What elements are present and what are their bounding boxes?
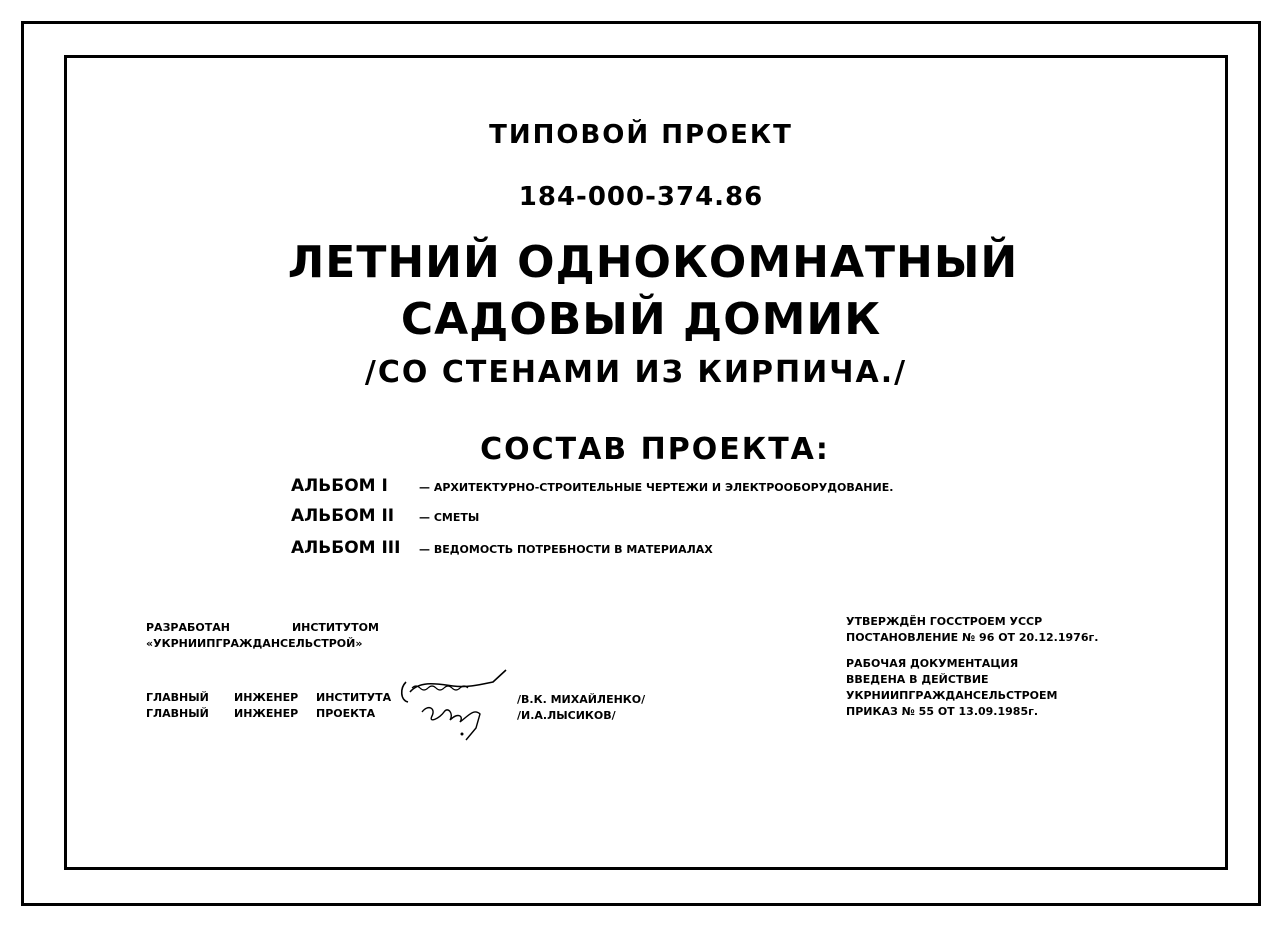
title-line-1: ЛЕТНИЙ ОДНОКОМНАТНЫЙ <box>287 237 1019 288</box>
role-word: ИНЖЕНЕР <box>234 707 299 720</box>
album-name: АЛЬБОМ III <box>291 538 401 558</box>
album-item <box>291 538 713 558</box>
role-word: ИНСТИТУТА <box>316 691 392 704</box>
engineers-block <box>146 690 391 722</box>
role-word: ГЛАВНЫЙ <box>146 707 209 720</box>
documentation-line: УКРНИИПГРАЖДАНСЕЛЬСТРОЕМ <box>846 689 1058 702</box>
handwritten-signatures <box>398 668 513 743</box>
role-word: ИНЖЕНЕР <box>234 691 299 704</box>
title-line-3: /СО СТЕНАМИ ИЗ КИРПИЧА./ <box>364 355 908 390</box>
album-item <box>291 476 893 496</box>
album-desc: — ВЕДОМОСТЬ ПОТРЕБНОСТИ В МАТЕРИАЛАХ <box>419 543 713 556</box>
documentation-block <box>846 656 1057 720</box>
developer-block <box>146 620 379 652</box>
signatory-name: /И.А.ЛЫСИКОВ/ <box>517 709 616 722</box>
documentation-line: ВВЕДЕНА В ДЕЙСТВИЕ <box>846 673 989 686</box>
role-word: ПРОЕКТА <box>316 707 376 720</box>
role-word: ГЛАВНЫЙ <box>146 691 209 704</box>
title-line-2: САДОВЫЙ ДОМИК <box>400 294 882 345</box>
project-number: 184-000-374.86 <box>518 182 764 212</box>
signatory-name: /В.К. МИХАЙЛЕНКО/ <box>517 693 646 706</box>
composition-heading: СОСТАВ ПРОЕКТА: <box>480 432 830 467</box>
album-desc: — АРХИТЕКТУРНО-СТРОИТЕЛЬНЫЕ ЧЕРТЕЖИ И ЭЛЕКТРООБОРУДОВАНИЕ. <box>419 481 894 494</box>
album-desc: — СМЕТЫ <box>419 511 480 524</box>
documentation-line: ПРИКАЗ № 55 ОТ 13.09.1985г. <box>846 705 1039 718</box>
approval-block <box>846 614 1098 646</box>
album-name: АЛЬБОМ II <box>291 506 395 526</box>
approval-line: ПОСТАНОВЛЕНИЕ № 96 ОТ 20.12.1976г. <box>846 631 1099 644</box>
project-type: ТИПОВОЙ ПРОЕКТ <box>489 120 793 150</box>
album-item <box>291 506 479 526</box>
developer-institute: «УКРНИИПГРАЖДАНСЕЛЬСТРОЙ» <box>146 637 363 650</box>
developer-label-2: ИНСТИТУТОМ <box>291 621 379 634</box>
album-name: АЛЬБОМ I <box>291 476 388 496</box>
developer-label: РАЗРАБОТАН <box>146 621 230 634</box>
approval-line: УТВЕРЖДЁН ГОССТРОЕМ УССР <box>846 615 1043 628</box>
signatory-names <box>517 692 645 724</box>
documentation-line: РАБОЧАЯ ДОКУМЕНТАЦИЯ <box>846 657 1019 670</box>
